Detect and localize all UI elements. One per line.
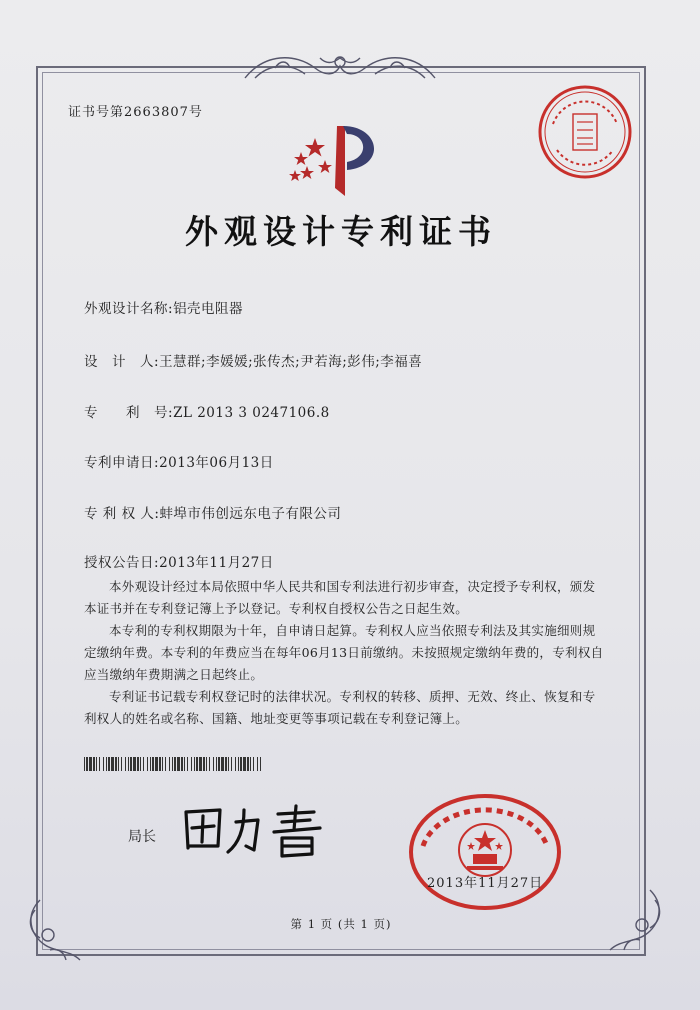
barcode-bar <box>108 757 110 771</box>
barcode-bar <box>209 757 210 771</box>
field-grant-date <box>84 551 274 571</box>
field-label: 授权公告日: <box>84 555 160 571</box>
barcode-bar <box>231 757 232 771</box>
barcode-bar <box>225 757 227 771</box>
barcode-bar <box>89 757 92 771</box>
barcode-bar <box>228 757 229 771</box>
barcode-bar <box>203 757 205 771</box>
page-number: 第 1 页 (共 1 页) <box>290 917 392 931</box>
barcode-bar <box>257 757 258 771</box>
certificate-number-value: 2663807 <box>124 105 189 120</box>
barcode-bar <box>106 757 107 771</box>
ornament-top-icon <box>235 48 445 88</box>
field-value: ZL 2013 3 0247106.8 <box>173 405 330 421</box>
barcode-bar <box>143 757 144 771</box>
field-label: 设 计 人: <box>84 354 160 370</box>
barcode-bar <box>250 757 251 771</box>
barcode-bar <box>147 757 148 771</box>
barcode-bar <box>243 757 246 771</box>
barcode-bar <box>130 757 132 771</box>
barcode-bar <box>169 757 170 771</box>
barcode-bar <box>133 757 136 771</box>
barcode-bar <box>260 757 261 771</box>
field-design-name <box>84 297 243 317</box>
barcode-bar <box>174 757 176 771</box>
field-label: 外观设计名称: <box>84 301 174 317</box>
barcode-bar <box>181 757 183 771</box>
tax-stamp-seal-icon <box>537 84 633 180</box>
barcode-bar <box>84 757 85 771</box>
field-application-date <box>84 451 274 471</box>
field-label: 专 利 权 人: <box>84 506 160 522</box>
field-patent-number <box>84 401 330 421</box>
field-value: 铝壳电阻器 <box>173 301 244 317</box>
field-patentee <box>84 502 341 522</box>
field-label: 专 利 号: <box>84 405 174 421</box>
certificate-number-suffix: 号 <box>188 105 203 120</box>
barcode-bar <box>206 757 207 771</box>
barcode-bar <box>155 757 158 771</box>
field-designers <box>84 350 422 370</box>
barcode-bar <box>238 757 239 771</box>
barcode-bar <box>99 757 100 771</box>
field-value: 王慧群;李媛媛;张传杰;尹若海;彭伟;李福喜 <box>159 354 423 370</box>
barcode-bar <box>218 757 220 771</box>
patent-office-logo-icon <box>285 118 395 200</box>
barcode-bar <box>152 757 154 771</box>
certificate-number-label: 证书号第 <box>68 105 125 120</box>
body-paragraph: 本专利的专利权期限为十年，自申请日起算。专利权人应当依照专利法及其实施细则规定缴纳年费。本专利的年费应当在每年06月13日前缴纳。未按照规定缴纳年费的，专利权自应当缴纳年费期满之日起终止。 <box>84 623 604 682</box>
barcode <box>84 757 264 771</box>
body-text <box>84 576 604 730</box>
barcode-bar <box>187 757 188 771</box>
barcode-bar <box>159 757 161 771</box>
barcode-bar <box>216 757 217 771</box>
barcode-bar <box>253 757 254 771</box>
barcode-bar <box>118 757 119 771</box>
certificate-title: 外观设计专利证书 <box>185 212 497 251</box>
barcode-bar <box>194 757 195 771</box>
barcode-bar <box>125 757 126 771</box>
barcode-bar <box>165 757 166 771</box>
barcode-bar <box>221 757 224 771</box>
barcode-bar <box>128 757 129 771</box>
director-title: 局长 <box>128 829 156 845</box>
certificate-number <box>68 101 203 120</box>
body-paragraph: 专利证书记载专利权登记时的法律状况。专利权的转移、质押、无效、终止、恢复和专利权人的姓名或名称、国籍、地址变更等事项记载在专利登记簿上。 <box>84 689 596 726</box>
barcode-bar <box>137 757 139 771</box>
barcode-bar <box>115 757 117 771</box>
barcode-bar <box>103 757 104 771</box>
barcode-bar <box>111 757 114 771</box>
barcode-bar <box>196 757 198 771</box>
barcode-bar <box>86 757 88 771</box>
barcode-bar <box>247 757 249 771</box>
barcode-bar <box>162 757 163 771</box>
barcode-bar <box>184 757 185 771</box>
seal-date: 2013年11月27日 <box>427 876 544 891</box>
patent-office-seal-icon <box>405 790 565 910</box>
barcode-bar <box>235 757 236 771</box>
barcode-bar <box>150 757 151 771</box>
barcode-bar <box>172 757 173 771</box>
barcode-bar <box>177 757 180 771</box>
field-value: 蚌埠市伟创远东电子有限公司 <box>159 506 342 522</box>
barcode-bar <box>240 757 242 771</box>
barcode-bar <box>140 757 141 771</box>
field-value: 2013年06月13日 <box>159 455 274 471</box>
barcode-bar <box>96 757 97 771</box>
barcode-bar <box>191 757 192 771</box>
field-value: 2013年11月27日 <box>159 555 274 571</box>
body-paragraph: 本外观设计经过本局依照中华人民共和国专利法进行初步审查，决定授予专利权，颁发本证书并在专利登记簿上予以登记。专利权自授权公告之日起生效。 <box>84 579 596 616</box>
barcode-bar <box>93 757 95 771</box>
barcode-bar <box>121 757 122 771</box>
field-label: 专利申请日: <box>84 455 160 471</box>
barcode-bar <box>199 757 202 771</box>
director-signature <box>178 800 338 860</box>
barcode-bar <box>213 757 214 771</box>
